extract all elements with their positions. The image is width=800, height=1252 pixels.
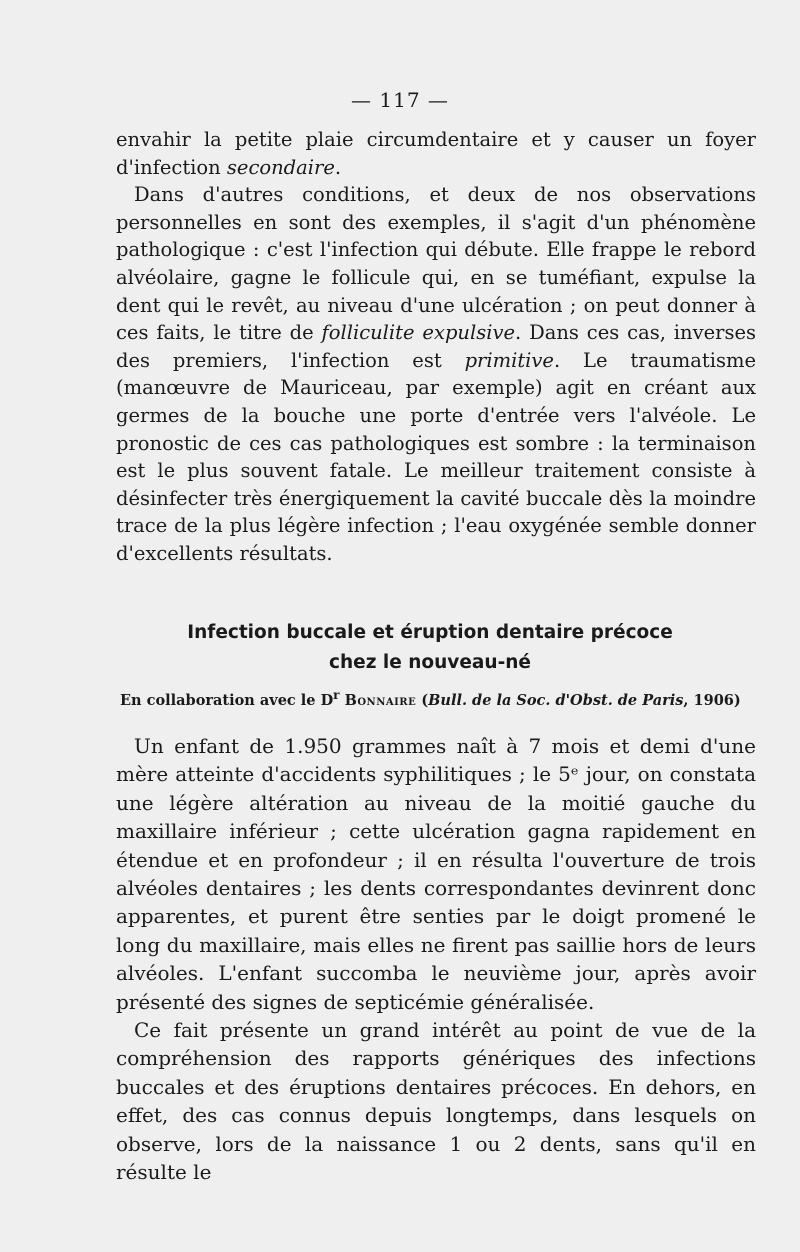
italic-secondaire: secondaire (226, 155, 335, 179)
italic-primitive: primitive (464, 348, 554, 372)
paragraph-continuation: envahir la petite plaie circumdentaire et y causer un foyer d'infection secondaire. (116, 128, 756, 179)
section-title-line1: Infection buccale et éruption dentaire précoce (187, 622, 673, 643)
paragraph-folliculite: Dans d'autres conditions, et deux de nos observations personnelles en sont des exemples, il s'agit d'un phénomène pathologique : c'est l'infection qui débute. Elle frappe le rebord alvéolaire, gagne le follicule qui, en se tuméfiant, expulse la dent qui le revêt, au niveau d'une ulcération ; on peut donner à ces faits, le titre de folliculite expulsive. Dans ces cas, inverses des premiers, l'infection est primitive. Le traumatisme (manœuvre de Mauriceau, par exemple) agit en créant aux germes de la bouche une porte d'entrée vers l'alvéole. Le pronostic de ces cas pathologiques est sombre : la terminaison est le plus souvent fatale. Le meilleur traitement consiste à désinfecter très énergiquement la cavité buccale dès la moindre trace de la plus légère infection ; l'eau oxygénée semble donner d'excellents résultats. (116, 183, 757, 565)
paragraph-case-report: Un enfant de 1.950 grammes naît à 7 mois et demi d'une mère atteinte d'accidents syphilitiques ; le 5ᵉ jour, on constata une légère altération au niveau de la moitié gauche du maxillaire inférieur ; cette ulcération gagna rapidement en étendue et en profondeur ; il en résulta l'ouverture de trois alvéoles dentaires ; les dents correspondantes devinrent donc apparentes, et purent être senties par le doigt promené le long du maxillaire, mais elles ne firent pas saillie hors de leurs alvéoles. L'enfant succomba le neuvième jour, après avoir présenté des signes de septicémie généralisée. (116, 734, 756, 1014)
paragraph-discussion: Ce fait présente un grand intérêt au point de vue de la compréhension des rapports génériques des infections buccales et des éruptions dentaires précoces. En dehors, en effet, des cas connus depuis longtemps, dans lesquels on observe, lors de la naissance 1 ou 2 dents, sans qu'il en résulte le (116, 1018, 756, 1185)
section-subtitle: En collaboration avec le $D^r$ Bonnaire (Bull. de la Soc. d'Obst. de Paris, 1906) (120, 688, 741, 709)
section-title (0, 618, 800, 678)
page-number: — 117 — (351, 88, 449, 112)
italic-folliculite-expulsive: folliculite expulsive (321, 321, 516, 345)
section-title-line2: chez le nouveau-né (329, 652, 531, 673)
text-block-top (116, 126, 756, 568)
journal-reference: Bull. de la Soc. d'Obst. de Paris (428, 691, 684, 709)
author-name: Bonnaire (344, 691, 417, 709)
text-block-bottom (116, 732, 756, 1187)
